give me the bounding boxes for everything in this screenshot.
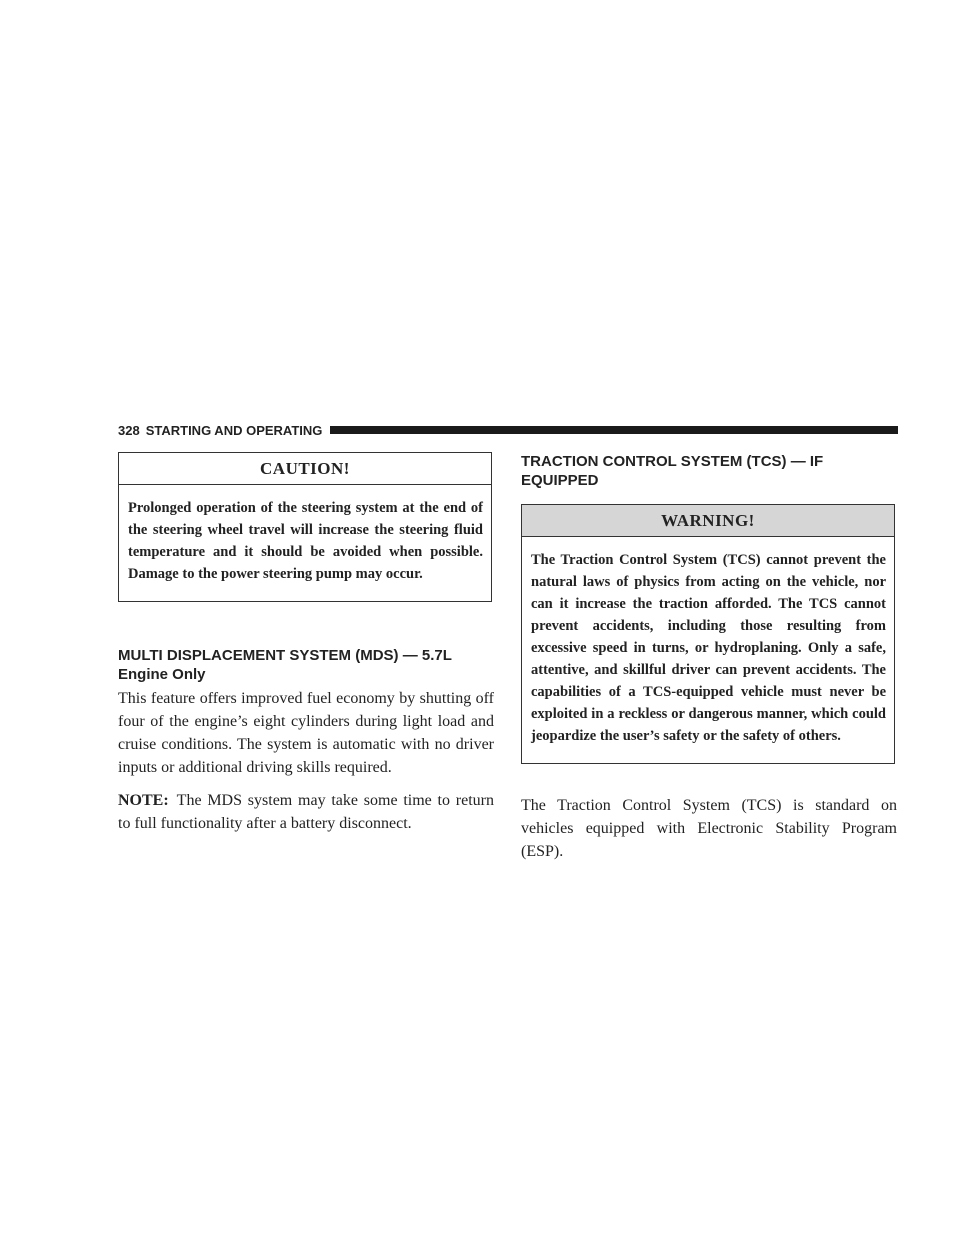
tcs-heading-line1: TRACTION CONTROL SYSTEM (TCS) — IF [521,453,824,470]
warning-title: WARNING! [522,505,894,537]
warning-box [521,504,895,764]
mds-paragraph: This feature offers improved fuel economy by shutting off four of the engine’s eight cylinders during light load and cruise conditions. The system is automatic with no driver inputs or additional driving skills required. [118,690,494,776]
note-text: The MDS system may take some time to return to full functionality after a battery disconnect. [118,792,494,832]
tcs-paragraph: The Traction Control System (TCS) is standard on vehicles equipped with Electronic Stability Program (ESP). [521,797,897,860]
caution-title: CAUTION! [119,453,491,485]
right-column [521,452,897,863]
left-column [118,452,494,835]
warning-body: The Traction Control System (TCS) cannot prevent the natural laws of physics from acting on the vehicle, nor can it increase the traction afforded. The TCS cannot prevent accidents, including those resulting from excessive speed in turns, or hydroplaning. Only a safe, attentive, and skillful driver can prevent accidents. The capabilities of a TCS-equipped vehicle must never be exploited in a reckless or dangerous manner, which could jeopardize the user’s safety or the safety of others. [531,552,886,744]
caution-box [118,452,492,602]
caution-body: Prolonged operation of the steering system at the end of the steering wheel travel will increase the steering fluid temperature and it should be avoided when possible. Damage to the power steering pump may occur. [128,500,483,582]
note-label: NOTE: [118,792,169,809]
mds-heading-line2: Engine Only [118,666,206,683]
section-title: STARTING AND OPERATING [145,422,323,438]
tcs-heading [521,452,897,490]
mds-heading [118,646,494,684]
page-number: 328 [118,422,140,438]
header-rule [330,426,898,434]
mds-note [118,789,494,835]
mds-heading-line1: MULTI DISPLACEMENT SYSTEM (MDS) — 5.7L [118,647,452,664]
page-header [118,421,898,439]
tcs-heading-line2: EQUIPPED [521,472,599,489]
